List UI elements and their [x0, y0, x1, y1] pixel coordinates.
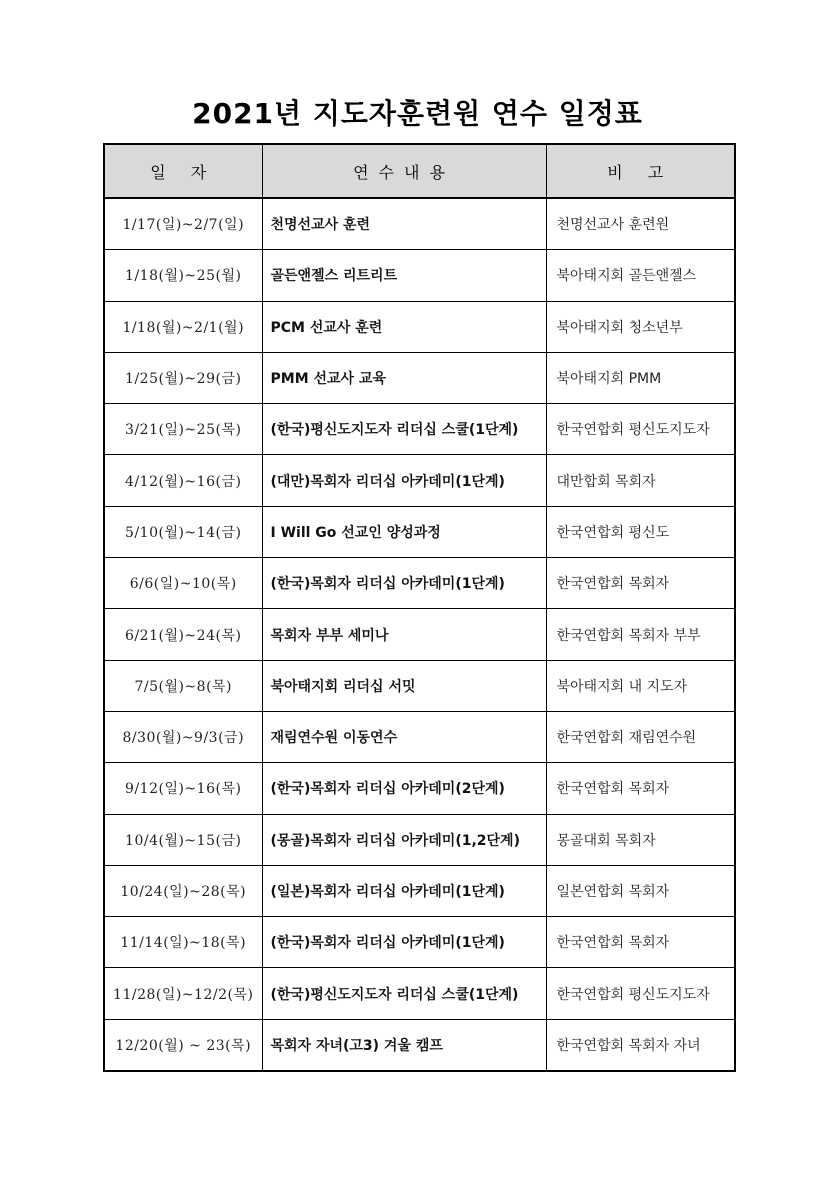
content-cell: 목회자 자녀(고3) 겨울 캠프 [262, 1019, 546, 1071]
content-cell: (한국)목회자 리더십 아카데미(1단계) [262, 917, 546, 968]
date-cell: 10/24(일)~28(목) [104, 865, 262, 916]
content-cell: 목회자 부부 세미나 [262, 609, 546, 660]
table-row [104, 711, 735, 762]
table-row [104, 814, 735, 865]
table-row [104, 352, 735, 403]
table-row [104, 1019, 735, 1071]
note-cell: 천명선교사 훈련원 [546, 198, 735, 250]
table-row [104, 763, 735, 814]
date-cell: 11/14(일)~18(목) [104, 917, 262, 968]
content-cell: (몽골)목회자 리더십 아카데미(1,2단계) [262, 814, 546, 865]
date-cell: 6/6(일)~10(목) [104, 558, 262, 609]
note-cell: 북아태지회 내 지도자 [546, 660, 735, 711]
note-cell: 북아태지회 PMM [546, 352, 735, 403]
date-cell: 9/12(일)~16(목) [104, 763, 262, 814]
table-row [104, 198, 735, 250]
content-cell: 북아태지회 리더십 서밋 [262, 660, 546, 711]
table-row [104, 301, 735, 352]
header-content: 연수내용 [262, 144, 546, 198]
date-cell: 12/20(월) ~ 23(목) [104, 1019, 262, 1071]
content-cell: I Will Go 선교인 양성과정 [262, 506, 546, 557]
note-cell: 한국연합회 목회자 [546, 917, 735, 968]
date-cell: 5/10(월)~14(금) [104, 506, 262, 557]
table-row [104, 404, 735, 455]
date-cell: 6/21(월)~24(목) [104, 609, 262, 660]
date-cell: 10/4(월)~15(금) [104, 814, 262, 865]
date-cell: 1/25(월)~29(금) [104, 352, 262, 403]
note-cell: 한국연합회 평신도지도자 [546, 968, 735, 1019]
table-row [104, 250, 735, 301]
header-note: 비 고 [546, 144, 735, 198]
content-cell: 골든앤젤스 리트리트 [262, 250, 546, 301]
note-cell: 북아태지회 골든앤젤스 [546, 250, 735, 301]
note-cell: 한국연합회 재림연수원 [546, 711, 735, 762]
content-cell: 천명선교사 훈련 [262, 198, 546, 250]
note-cell: 일본연합회 목회자 [546, 865, 735, 916]
page-title: 2021년 지도자훈련원 연수 일정표 [192, 97, 643, 130]
table-row [104, 558, 735, 609]
header-date: 일 자 [104, 144, 262, 198]
date-cell: 1/18(월)~2/1(월) [104, 301, 262, 352]
note-cell: 한국연합회 목회자 [546, 558, 735, 609]
note-cell: 한국연합회 목회자 [546, 763, 735, 814]
note-cell: 한국연합회 목회자 부부 [546, 609, 735, 660]
date-cell: 4/12(월)~16(금) [104, 455, 262, 506]
content-cell: PCM 선교사 훈련 [262, 301, 546, 352]
date-cell: 1/17(일)~2/7(일) [104, 198, 262, 250]
content-cell: (대만)목회자 리더십 아카데미(1단계) [262, 455, 546, 506]
date-cell: 1/18(월)~25(월) [104, 250, 262, 301]
note-cell: 한국연합회 평신도지도자 [546, 404, 735, 455]
table-row [104, 455, 735, 506]
note-cell: 몽골대회 목회자 [546, 814, 735, 865]
table-row [104, 865, 735, 916]
note-cell: 한국연합회 목회자 자녀 [546, 1019, 735, 1071]
schedule-table [103, 143, 736, 1072]
content-cell: PMM 선교사 교육 [262, 352, 546, 403]
content-cell: 재림연수원 이동연수 [262, 711, 546, 762]
note-cell: 한국연합회 평신도 [546, 506, 735, 557]
date-cell: 3/21(일)~25(목) [104, 404, 262, 455]
table-row [104, 917, 735, 968]
table-row [104, 968, 735, 1019]
table-row [104, 660, 735, 711]
table-row [104, 506, 735, 557]
content-cell: (한국)목회자 리더십 아카데미(2단계) [262, 763, 546, 814]
date-cell: 8/30(월)~9/3(금) [104, 711, 262, 762]
date-cell: 7/5(월)~8(목) [104, 660, 262, 711]
content-cell: (한국)목회자 리더십 아카데미(1단계) [262, 558, 546, 609]
note-cell: 북아태지회 청소년부 [546, 301, 735, 352]
date-cell: 11/28(일)~12/2(목) [104, 968, 262, 1019]
note-cell: 대만합회 목회자 [546, 455, 735, 506]
content-cell: (한국)평신도지도자 리더십 스쿨(1단계) [262, 968, 546, 1019]
content-cell: (한국)평신도지도자 리더십 스쿨(1단계) [262, 404, 546, 455]
table-header-row [104, 144, 735, 198]
table-row [104, 609, 735, 660]
content-cell: (일본)목회자 리더십 아카데미(1단계) [262, 865, 546, 916]
